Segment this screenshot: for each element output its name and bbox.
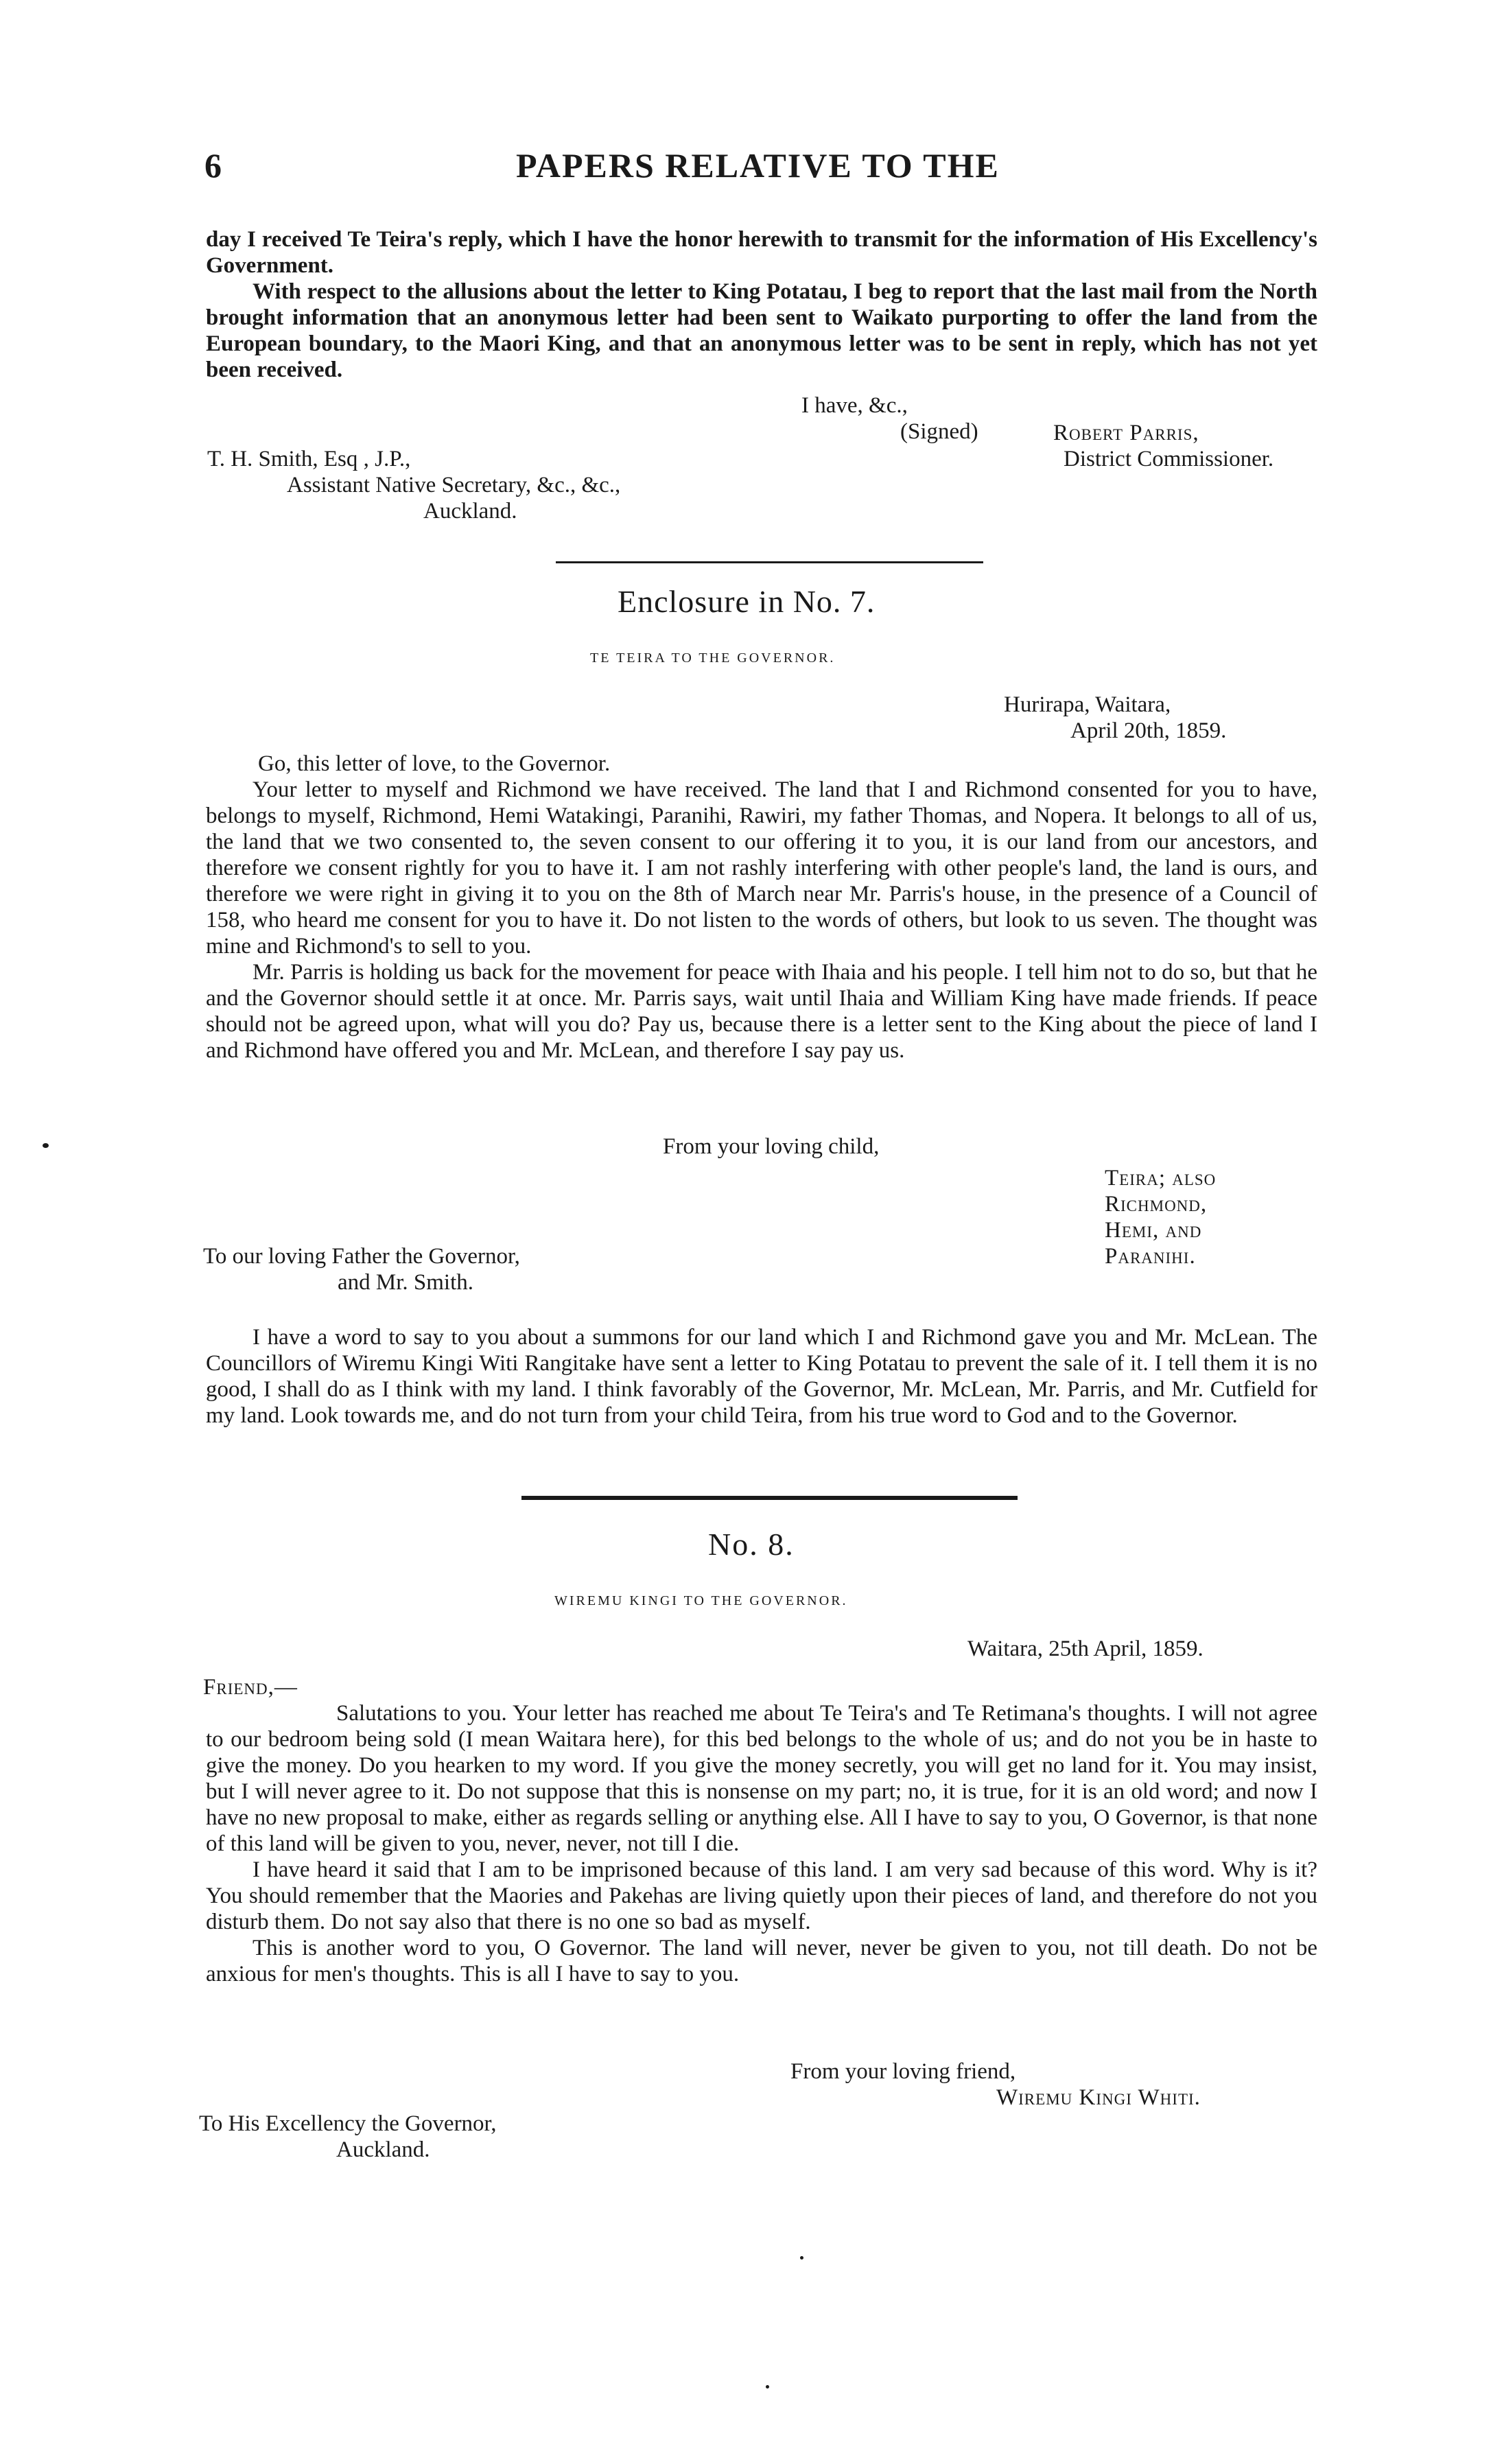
ink-speck — [766, 2385, 769, 2389]
enclosure-signer: Teira; also — [1105, 1166, 1217, 1190]
letter8-paragraph: I have heard it said that I am to be imprisoned because of this land. I am very sad because of this word. Why is it? You should remember that the Maories and Pakehas are living quietly upon their pieces of land, and therefore do not you disturb them. Do not say also that there is no one so bad as myself. — [206, 1857, 1317, 1934]
letter8-paragraph: This is another word to you, O Governor. The land will never, never be given to you, not till death. Do not be anxious for men's thoughts. This is all I have to say to you. — [206, 1936, 1317, 1986]
letter8-paragraph: Salutations to you. Your letter has reached me about Te Teira's and Te Retimana's thoughts. I will not agree to our bedroom being sold (I mean Waitara here), for this bed belongs to the whole of us; and do not you be in haste to give the money. Do you hearken to my word. If you give the money secretly, you will get no land for it. You may insist, but I will never agree to it. Do not suppose that this is nonsense on my part; no, it is true, for it is an old word; and now I have no new proposal to make, either as regards selling or anything else. All I have to say to you, O Governor, is that none of this land will be given to you, never, never, not till I die. — [206, 1701, 1317, 1856]
letter8-subheading: WIREMU KINGI TO THE GOVERNOR. — [554, 1593, 848, 1608]
enclosure-heading: Enclosure in No. 7. — [618, 584, 876, 619]
letter7-closing: I have, &c., — [801, 393, 908, 418]
ink-speck — [43, 1143, 49, 1148]
letter7-paragraph: With respect to the allusions about the letter to King Potatau, I beg to report that the last mail from the North brought information that an anonymous letter had been sent to Waikato purporting to offer the land from the European boundary, to the Maori King, and that an anonymous letter was to be sent in reply, which has not yet been received. — [206, 279, 1317, 382]
letter7-signer-name: Robert Parris, — [1053, 421, 1199, 445]
letter7-paragraph: day I received Te Teira's reply, which I have the honor herewith to transmit for the information of His Excellency's Government. — [206, 227, 1317, 278]
letter7-addressee: Assistant Native Secretary, &c., &c., — [287, 473, 621, 497]
enclosure-postscript — [206, 1324, 1317, 1429]
enclosure-place: Hurirapa, Waitara, — [1004, 692, 1171, 717]
letter7-addressee: Auckland. — [423, 499, 517, 524]
section-divider — [556, 561, 983, 563]
enclosure-signer: Paranihi. — [1105, 1244, 1196, 1269]
letter7-signer-title: District Commissioner. — [1064, 447, 1274, 471]
letter8-closing: From your loving friend, — [790, 2059, 1016, 2084]
enclosure-signer: Richmond, — [1105, 1192, 1208, 1217]
letter8-place-date: Waitara, 25th April, 1859. — [967, 1636, 1204, 1661]
enclosure-addressee: and Mr. Smith. — [338, 1270, 474, 1295]
enclosure-signer: Hemi, and — [1105, 1218, 1202, 1243]
running-title: PAPERS RELATIVE TO THE — [516, 146, 1000, 185]
letter8-heading: No. 8. — [708, 1527, 795, 1562]
page-number: 6 — [204, 146, 223, 185]
letter8-signer: Wiremu Kingi Whiti. — [996, 2085, 1201, 2110]
enclosure-postscript-text: I have a word to say to you about a summons for our land which I and Richmond gave you and Mr. McLean. The Councillors of Wiremu Kingi Witi Rangitake have sent a letter to King Potatau to prevent the sale of it. I tell them it is no good, I shall do as I think with my land. I think favorably of the Governor, Mr. McLean, Mr. Parris, and Mr. Cutfield for my land. Look towards me, and do not turn from your child Teira, from his true word to God and to the Governor. — [206, 1325, 1317, 1428]
section-divider-thick — [521, 1496, 1018, 1500]
letter7-addressee: T. H. Smith, Esq , J.P., — [207, 447, 411, 471]
enclosure-body — [206, 777, 1317, 1064]
enclosure-addressee: To our loving Father the Governor, — [203, 1244, 520, 1269]
enclosure-paragraph: Mr. Parris is holding us back for the movement for peace with Ihaia and his people. I tell him not to do so, but that he and the Governor should settle it at once. Mr. Parris says, wait until Ihaia and William King have made friends. If peace should not be agreed upon, what will you do? Pay us, because there is a letter sent to the King about the piece of land I and Richmond have offered you and Mr. McLean, and therefore I say pay us. — [206, 960, 1317, 1063]
letter7-signed: (Signed) — [900, 419, 978, 444]
enclosure-subheading: TE TEIRA TO THE GOVERNOR. — [590, 650, 836, 666]
ink-speck — [800, 2256, 803, 2260]
letter8-addressee: Auckland. — [336, 2137, 430, 2162]
enclosure-paragraph: Your letter to myself and Richmond we have received. The land that I and Richmond consented for you to have, belongs to myself, Richmond, Hemi Watakingi, Paranihi, Rawiri, my father Thomas, and Nopera. It belongs to all of us, the land that we two consented to, the seven consent to our offering it to you, it is our land from our ancestors, and therefore we consent rightly for you to have it. I am not rashly interfering with other people's land, the land is ours, and therefore we were right in giving it to you on the 8th of March near Mr. Parris's house, in the presence of a Council of 158, who heard me consent for you to have it. Do not listen to the words of others, but look to us seven. The thought was mine and Richmond's to sell to you. — [206, 777, 1317, 959]
letter7-body — [206, 226, 1317, 383]
letter8-body — [206, 1700, 1317, 1987]
enclosure-closing: From your loving child, — [663, 1134, 880, 1159]
enclosure-date: April 20th, 1859. — [1070, 718, 1227, 743]
letter8-salutation: Friend,— — [203, 1675, 298, 1700]
letter8-addressee: To His Excellency the Governor, — [199, 2111, 497, 2136]
enclosure-salutation: Go, this letter of love, to the Governor. — [258, 751, 611, 776]
